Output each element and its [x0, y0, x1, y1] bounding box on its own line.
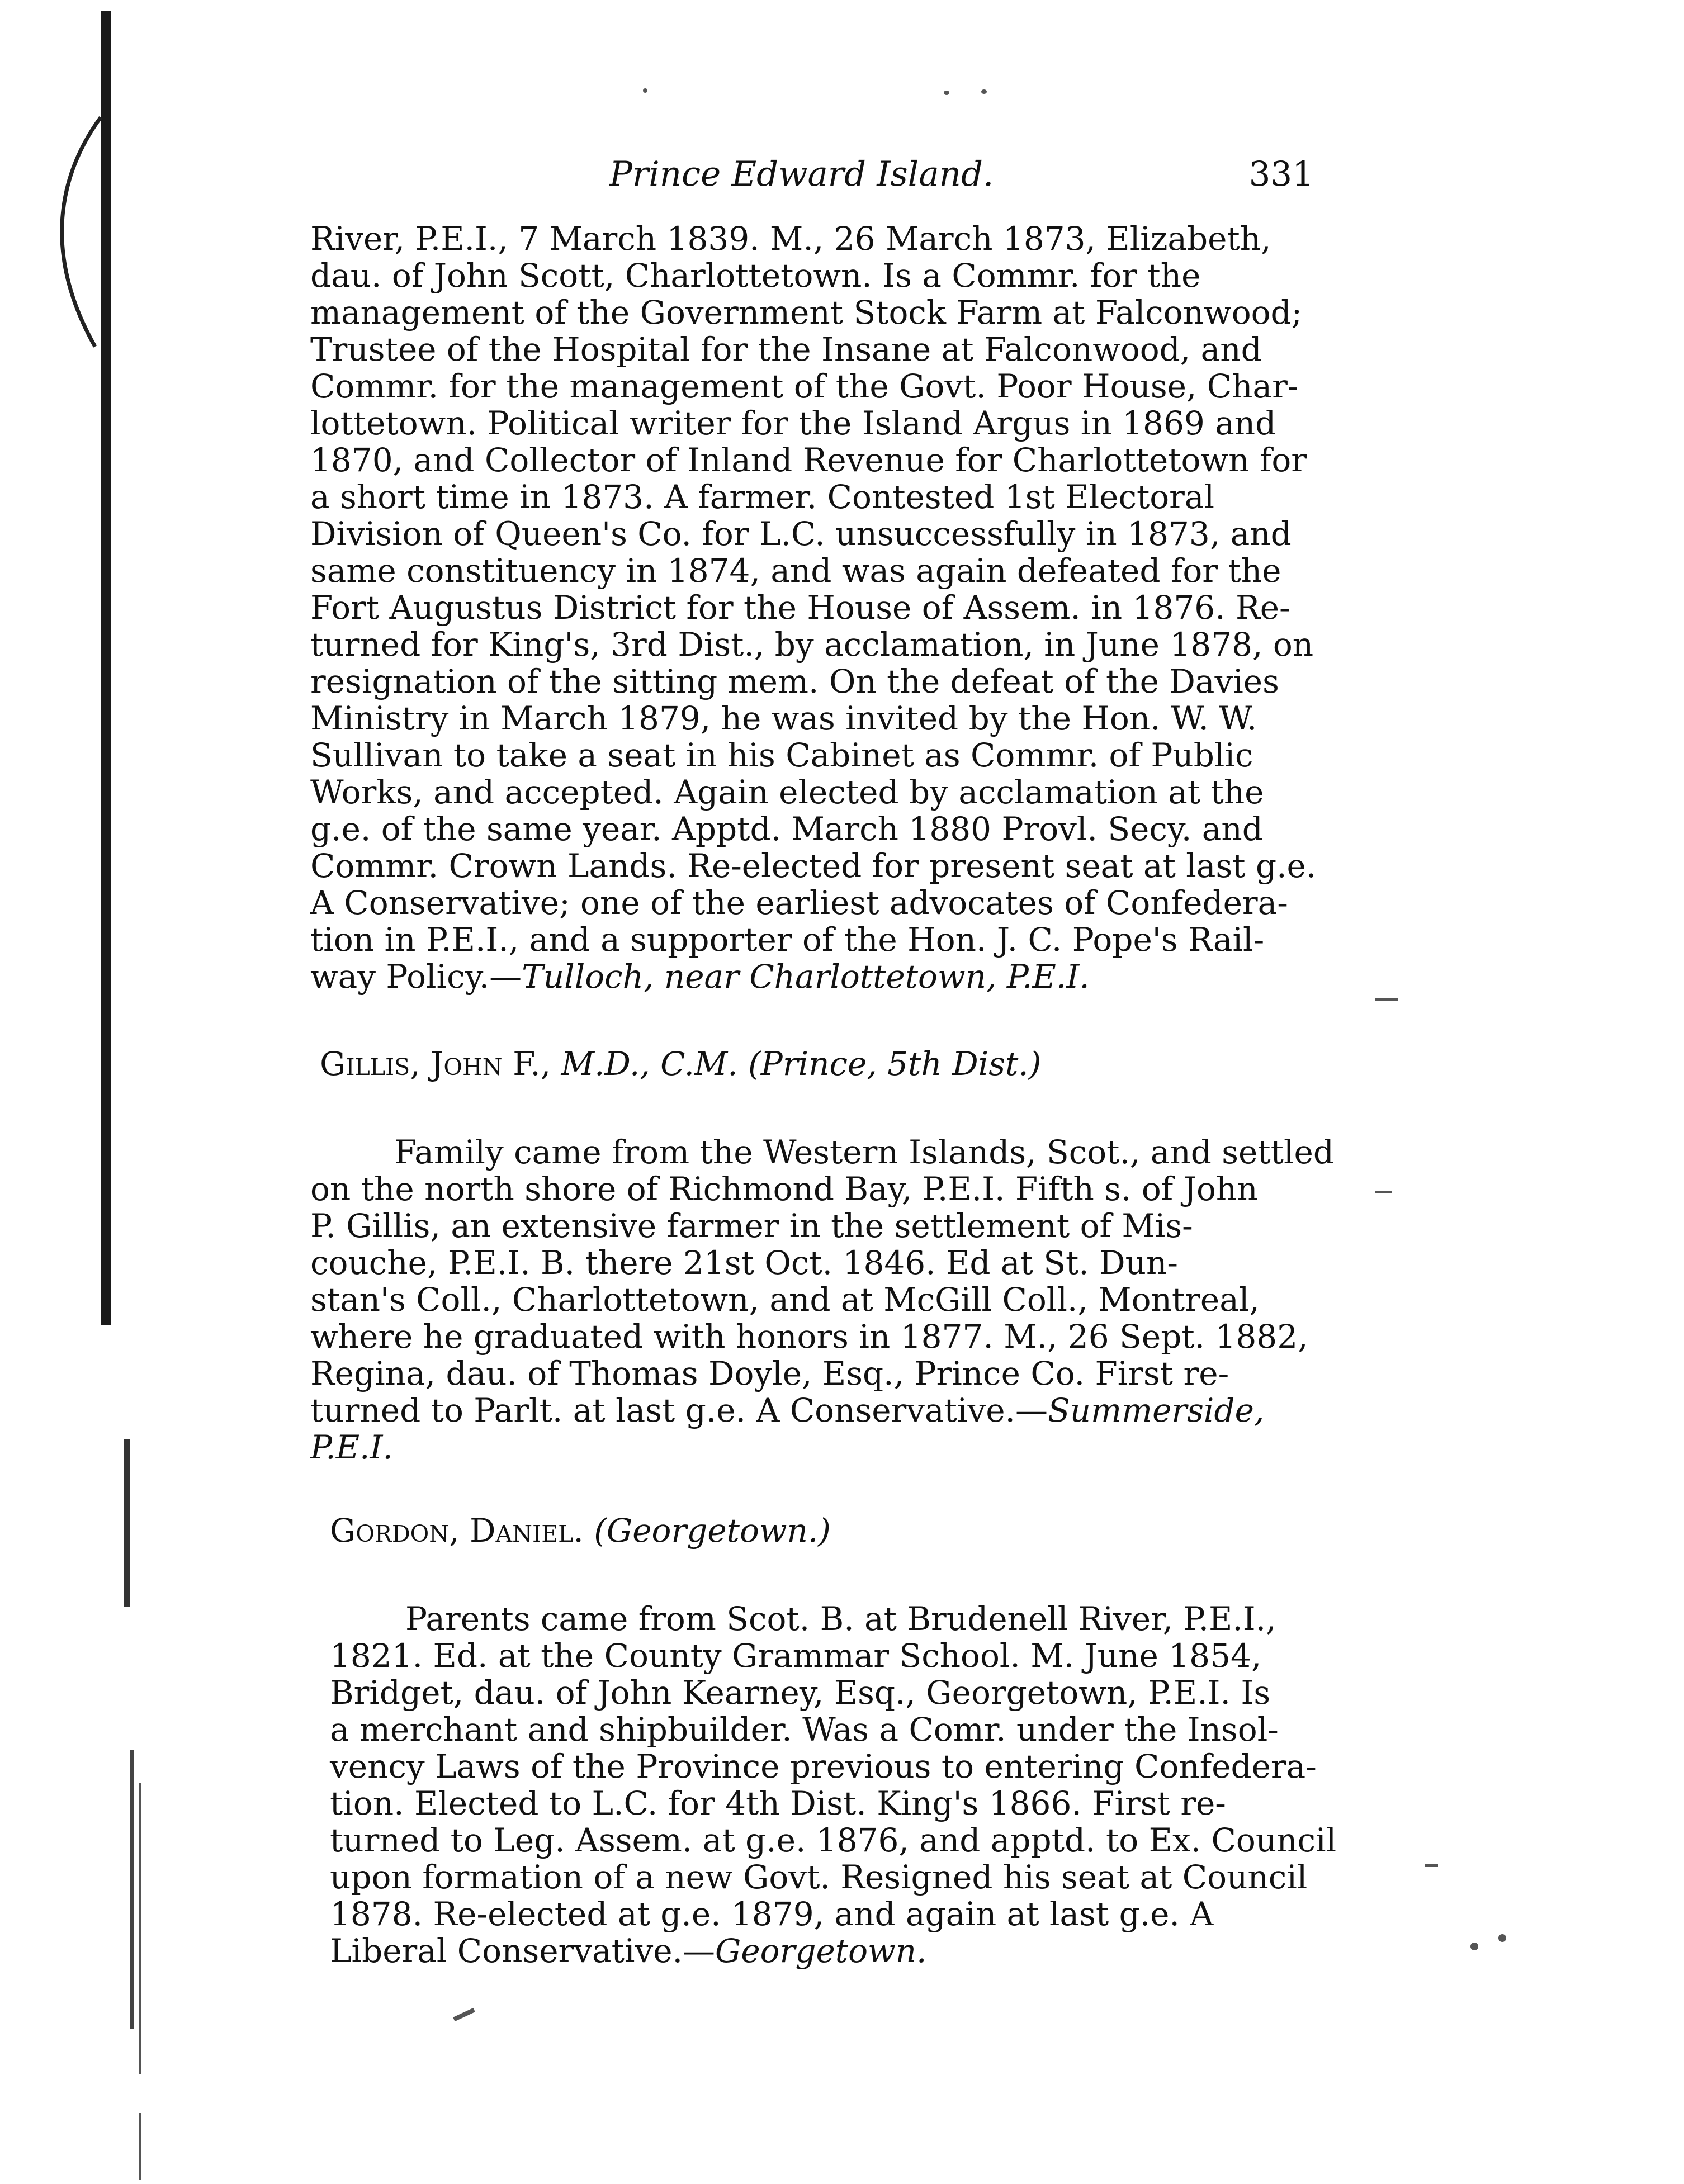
entry-line: 1878. Re-elected at g.e. 1879, and again at last g.e. A: [330, 1895, 1214, 1933]
entry-continued: [310, 220, 1316, 995]
entry-line: a merchant and shipbuilder. Was a Comr. under the Insol-: [330, 1711, 1279, 1749]
entry-line: Ministry in March 1879, he was invited by the Hon. W. W.: [310, 699, 1257, 737]
entry-gillis: [310, 1134, 1334, 1466]
entry-line: turned for King's, 3rd Dist., by acclamation, in June 1878, on: [310, 626, 1314, 664]
entry-heading-gordon: [330, 1512, 831, 1549]
entry-line: g.e. of the same year. Apptd. March 1880 Provl. Secy. and: [310, 810, 1263, 848]
entry-line: River, P.E.I., 7 March 1839. M., 26 March 1873, Elizabeth,: [310, 220, 1271, 258]
entry-line-last: Liberal Conservative.—Georgetown.: [330, 1932, 927, 1970]
page-number: 331: [1248, 154, 1314, 194]
member-seat: (Prince, 5th Dist.): [748, 1045, 1042, 1083]
entry-line: resignation of the sitting mem. On the defeat of the Davies: [310, 662, 1279, 700]
entry-line: Trustee of the Hospital for the Insane at Falconwood, and: [310, 330, 1262, 368]
entry-line: 1870, and Collector of Inland Revenue for Charlottetown for: [310, 441, 1307, 479]
entry-address: Summerside,: [1048, 1391, 1265, 1429]
entry-line: tion. Elected to L.C. for 4th Dist. King's 1866. First re-: [330, 1784, 1226, 1822]
entry-line: dau. of John Scott, Charlottetown. Is a Commr. for the: [310, 257, 1201, 295]
entry-address: P.E.I.: [310, 1428, 393, 1466]
member-name: Gordon, Daniel.: [330, 1512, 584, 1550]
entry-line: A Conservative; one of the earliest advocates of Confedera-: [310, 884, 1288, 922]
entry-text: way Policy.—: [310, 958, 522, 996]
entry-line: 1821. Ed. at the County Grammar School. M. June 1854,: [330, 1637, 1262, 1675]
scan-speck: [643, 88, 647, 93]
entry-line: upon formation of a new Govt. Resigned his seat at Council: [330, 1858, 1308, 1896]
entry-line: P. Gillis, an extensive farmer in the settlement of Mis-: [310, 1207, 1193, 1245]
entry-line: where he graduated with honors in 1877. M., 26 Sept. 1882,: [310, 1318, 1308, 1356]
entry-line: stan's Coll., Charlottetown, and at McGill Coll., Montreal,: [310, 1281, 1260, 1319]
entry-line: management of the Government Stock Farm at Falconwood;: [310, 293, 1303, 331]
scan-speck: [981, 89, 987, 94]
entry-line: turned to Parlt. at last g.e. A Conservative.—Summerside,: [310, 1391, 1265, 1429]
entry-line: tion in P.E.I., and a supporter of the Hon. J. C. Pope's Rail-: [310, 921, 1265, 959]
entry-line: couche, P.E.I. B. there 21st Oct. 1846. Ed at St. Dun-: [310, 1244, 1178, 1282]
entry-address: Georgetown.: [715, 1932, 927, 1970]
binding-shadow-lower-3: [139, 1783, 141, 2074]
scan-speck: [944, 91, 949, 95]
member-name: Gillis, John F.,: [320, 1045, 551, 1083]
member-seat: (Georgetown.): [594, 1512, 831, 1550]
running-title: Prince Edward Island.: [609, 154, 994, 194]
binding-shadow-bottom: [139, 2113, 141, 2180]
entry-line: Works, and accepted. Again elected by acclamation at the: [310, 773, 1264, 811]
entry-line: turned to Leg. Assem. at g.e. 1876, and apptd. to Ex. Council: [330, 1821, 1337, 1859]
scan-speck: [1498, 1934, 1506, 1942]
entry-line: a short time in 1873. A farmer. Contested 1st Electoral: [310, 478, 1215, 516]
entry-line: on the north shore of Richmond Bay, P.E.I. Fifth s. of John: [310, 1170, 1258, 1208]
entry-line: Commr. Crown Lands. Re-elected for present seat at last g.e.: [310, 847, 1317, 885]
entry-line: Bridget, dau. of John Kearney, Esq., Georgetown, P.E.I. Is: [330, 1674, 1271, 1712]
entry-line: same constituency in 1874, and was again defeated for the: [310, 552, 1281, 590]
entry-line: vency Laws of the Province previous to entering Confedera-: [330, 1747, 1317, 1785]
entry-line-last: [310, 958, 1316, 995]
binding-shadow-lower: [124, 1439, 130, 1607]
entry-line: Regina, dau. of Thomas Doyle, Esq., Prince Co. First re-: [310, 1354, 1229, 1392]
entry-line: Commr. for the management of the Govt. Poor House, Char-: [310, 367, 1299, 405]
running-header: [335, 146, 1331, 202]
entry-line: Fort Augustus District for the House of Assem. in 1876. Re-: [310, 589, 1290, 627]
entry-gordon: [330, 1600, 1336, 1969]
entry-address: Tulloch, near Charlottetown, P.E.I.: [522, 958, 1090, 996]
entry-line: Family came from the Western Islands, Scot., and settled: [394, 1133, 1334, 1171]
binding-shadow-lower-2: [130, 1750, 134, 2029]
entry-line: Parents came from Scot. B. at Brudenell River, P.E.I.,: [405, 1600, 1276, 1638]
entry-line: [310, 1429, 1334, 1466]
scan-speck: [1470, 1943, 1478, 1950]
member-degrees: M.D., C.M.: [561, 1045, 738, 1083]
scan-speck: [1425, 1864, 1438, 1867]
scan-speck: [1375, 1191, 1392, 1193]
scan-speck: [453, 2008, 475, 2021]
entry-heading-gillis: [320, 1045, 1041, 1082]
page-curl-artifact: [34, 112, 123, 391]
scan-speck: [1375, 998, 1398, 1001]
entry-line: Sullivan to take a seat in his Cabinet as Commr. of Public: [310, 736, 1253, 774]
entry-line: Division of Queen's Co. for L.C. unsuccessfully in 1873, and: [310, 515, 1292, 553]
entry-line: lottetown. Political writer for the Island Argus in 1869 and: [310, 404, 1276, 442]
